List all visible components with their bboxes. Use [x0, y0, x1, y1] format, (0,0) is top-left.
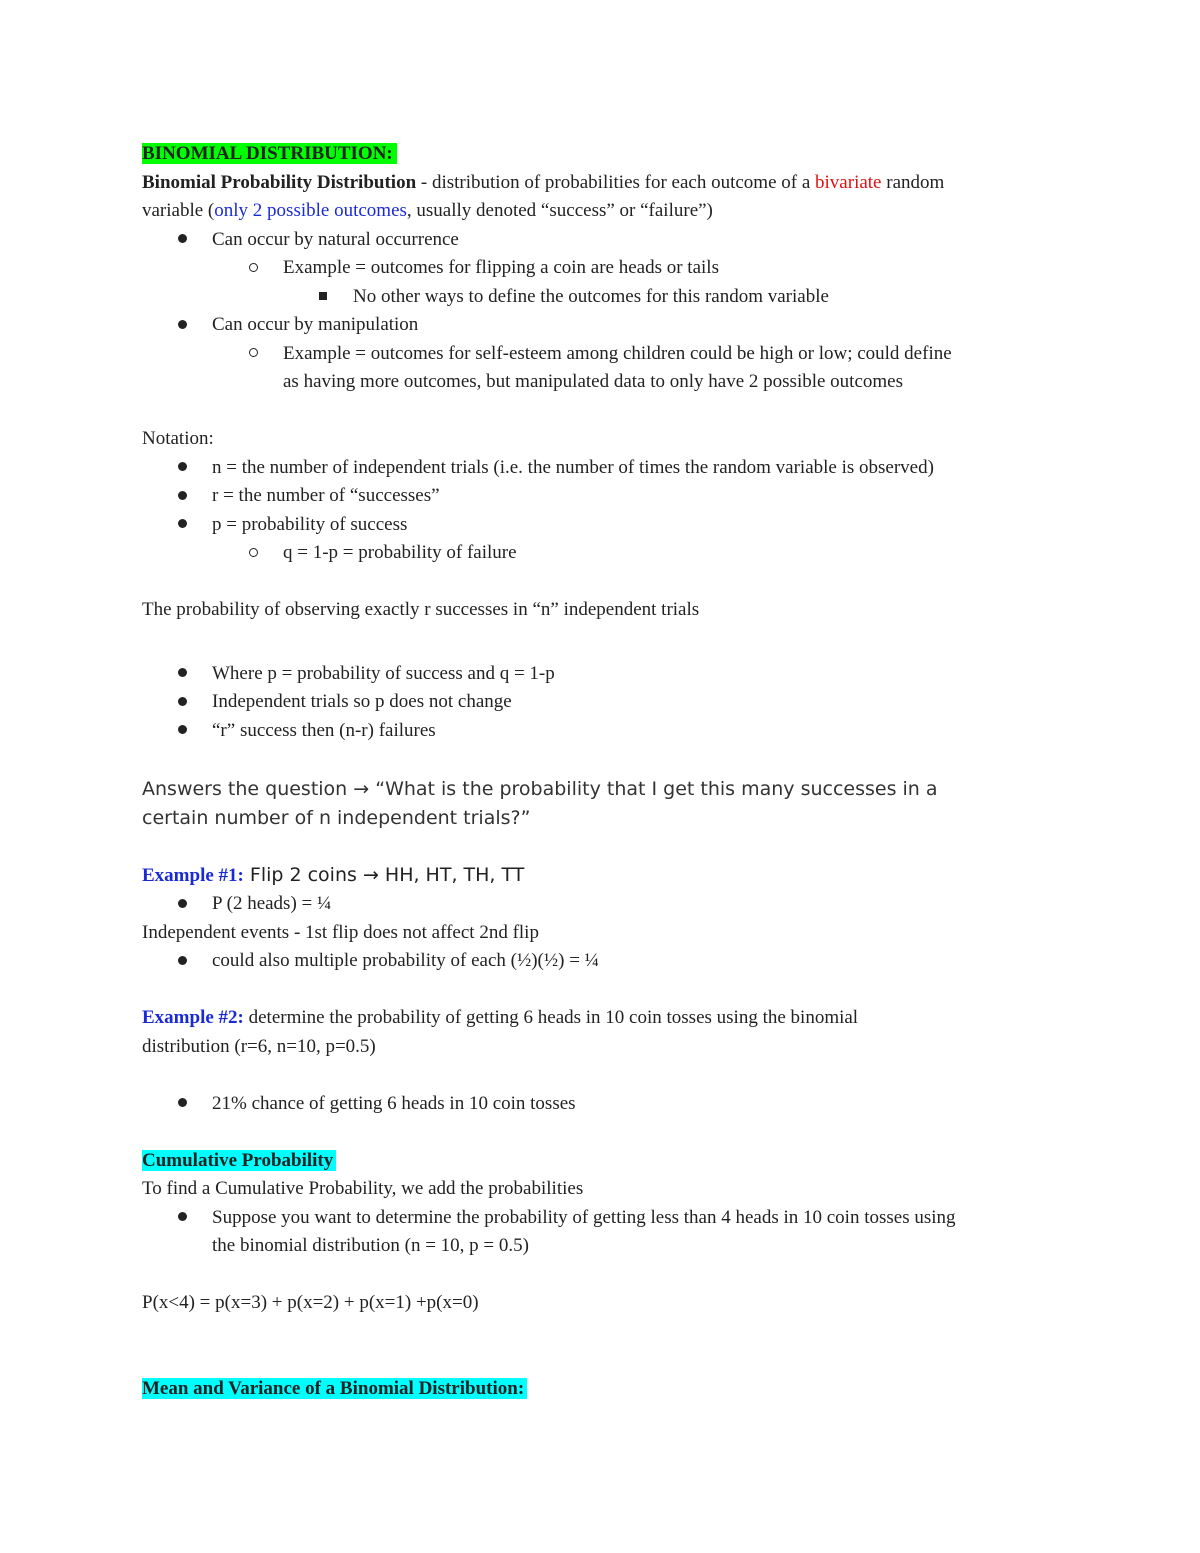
list-item [142, 660, 1072, 689]
list-item-text: p = probability of success [212, 513, 408, 535]
bullet-circle-icon [243, 254, 263, 283]
answers-question-line1: Answers the question → “What is the probability that I get this many successes in a [142, 778, 938, 800]
definition-text-cont: random [881, 171, 945, 193]
list-item [142, 482, 1072, 511]
list-item-text: as having more outcomes, but manipulated data to only have 2 possible outcomes [283, 371, 904, 392]
list-item-text: P (2 heads) = ¼ [212, 893, 332, 914]
example2-text-line2: distribution (r=6, n=10, p=0.5) [142, 1035, 376, 1057]
list-item-text: No other ways to define the outcomes for this random variable [353, 285, 829, 307]
list-item-text: Where p = probability of success and q = 1-p [212, 662, 555, 684]
example1-label: Example #1: [142, 864, 244, 886]
list-item [142, 717, 1072, 746]
list-item-text: r = the number of “successes” [212, 485, 440, 506]
bullet-dot-icon [172, 660, 192, 689]
list-item-text: Example = outcomes for flipping a coin are heads or tails [283, 257, 719, 278]
definition-text-variable: variable ( [142, 200, 215, 221]
bullet-dot-icon [172, 717, 192, 746]
bullet-dot-icon [172, 947, 192, 976]
two-outcomes-phrase: only 2 possible outcomes [214, 200, 407, 221]
example1-note: Independent events - 1st flip does not affect 2nd flip [142, 921, 539, 943]
list-item [142, 1204, 1072, 1233]
example1-heading [142, 861, 1072, 891]
heading-cumulative-probability: Cumulative Probability [142, 1150, 336, 1171]
section-heading [142, 140, 1072, 169]
list-item [142, 454, 1072, 483]
bullet-circle-icon [243, 340, 263, 369]
definition-text-end: , usually denoted “success” or “failure”) [406, 200, 713, 221]
list-item [142, 226, 1072, 255]
bullet-dot-icon [172, 1204, 192, 1233]
example2-label: Example #2: [142, 1007, 244, 1028]
list-item-text: q = 1-p = probability of failure [283, 542, 517, 563]
bullet-dot-icon [172, 688, 192, 717]
list-item-text: n = the number of independent trials (i.e. the number of times the random variable is observed) [212, 456, 934, 478]
cumulative-formula: P(x<4) = p(x=3) + p(x=2) + p(x=1) +p(x=0) [142, 1292, 479, 1313]
definition-paragraph-line2 [142, 197, 1072, 226]
cumulative-text: To find a Cumulative Probability, we add the probabilities [142, 1178, 584, 1199]
bullet-dot-icon [172, 311, 192, 340]
list-item [142, 254, 1072, 283]
list-item-text: Suppose you want to determine the probability of getting less than 4 heads in 10 coin tosses using [212, 1206, 956, 1228]
answers-question-line2: certain number of n independent trials?” [142, 806, 531, 829]
list-item-continuation [142, 1232, 1072, 1261]
list-item-text: Can occur by natural occurrence [212, 228, 459, 250]
example2-text: determine the probability of getting 6 heads in 10 coin tosses using the binomial [243, 1007, 859, 1028]
probability-statement: The probability of observing exactly r successes in “n” independent trials [142, 599, 700, 620]
document-page [142, 140, 1072, 1404]
list-item-text: could also multiple probability of each (½)(½) = ¼ [212, 950, 599, 971]
heading-binomial-distribution: BINOMIAL DISTRIBUTION: [142, 143, 397, 164]
definition-text: - distribution of probabilities for each outcome of a [416, 171, 816, 193]
list-item [142, 340, 1072, 369]
bullet-dot-icon [172, 511, 192, 540]
bullet-dot-icon [172, 1090, 192, 1119]
bivariate-word: bivariate [815, 171, 882, 193]
list-item [142, 1090, 1072, 1119]
definition-paragraph [142, 169, 1072, 198]
list-item [142, 283, 1072, 312]
list-item [142, 511, 1072, 540]
bullet-circle-icon [243, 539, 263, 568]
list-item [142, 890, 1072, 919]
definition-term: Binomial Probability Distribution [142, 171, 417, 193]
bullet-dot-icon [172, 890, 192, 919]
bullet-square-icon [313, 283, 333, 312]
list-item-text: 21% chance of getting 6 heads in 10 coin tosses [212, 1092, 576, 1114]
list-item-text: Can occur by manipulation [212, 314, 419, 335]
example1-text: Flip 2 coins → HH, HT, TH, TT [243, 863, 525, 886]
bullet-dot-icon [172, 482, 192, 511]
mean-heading-row [142, 1375, 1072, 1404]
list-item-text: the binomial distribution (n = 10, p = 0.5) [212, 1235, 529, 1256]
heading-mean-variance: Mean and Variance of a Binomial Distribution: [142, 1378, 527, 1399]
cumulative-heading-row [142, 1147, 1072, 1176]
list-item [142, 947, 1072, 976]
list-item-text: “r” success then (n-r) failures [212, 719, 436, 741]
notation-label: Notation: [142, 428, 214, 449]
list-item-text: Independent trials so p does not change [212, 691, 512, 712]
list-item [142, 311, 1072, 340]
list-item [142, 539, 1072, 568]
list-item-text: Example = outcomes for self-esteem among children could be high or low; could define [283, 342, 952, 364]
bullet-dot-icon [172, 454, 192, 483]
bullet-dot-icon [172, 226, 192, 255]
list-item [142, 688, 1072, 717]
list-item-continuation [142, 368, 1072, 397]
example2-heading [142, 1004, 1072, 1033]
